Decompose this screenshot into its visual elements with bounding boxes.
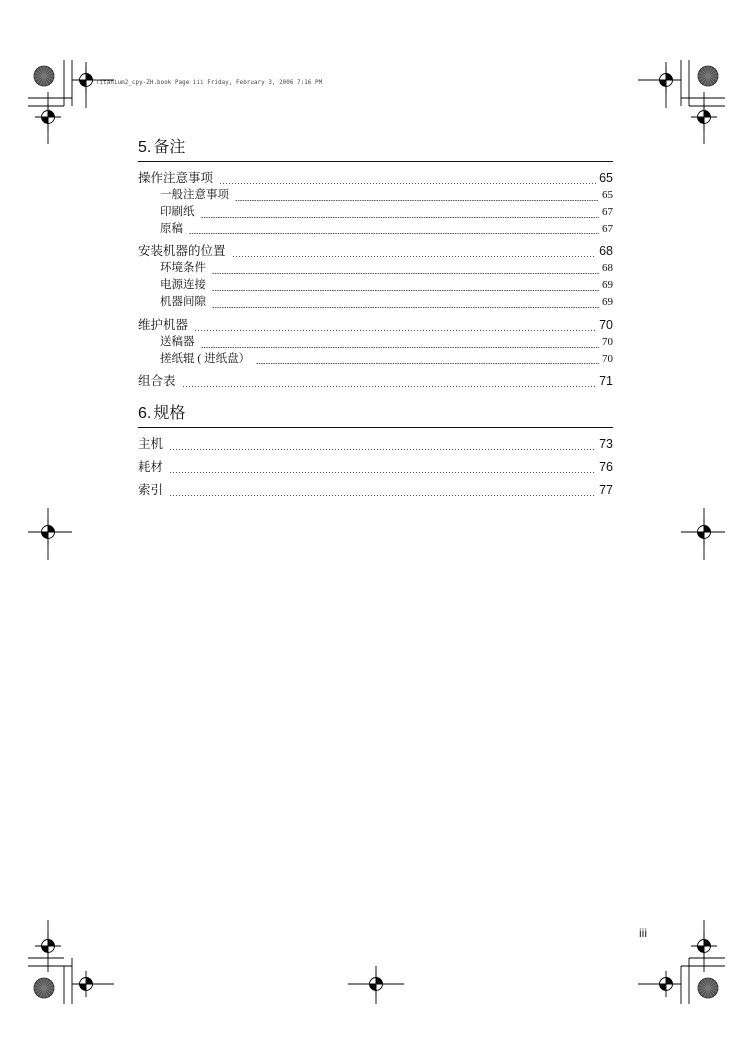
print-header: Titanium2_cpy-ZH.book Page iii Friday, February 3, 2006 7:16 PM [96, 80, 323, 86]
section-title: 规格 [153, 405, 186, 423]
toc-subentry[interactable] [138, 277, 613, 294]
toc-entry-page: 67 [602, 222, 613, 235]
toc-entry-page: 65 [602, 189, 613, 201]
toc-subentry[interactable] [138, 187, 613, 204]
toc-entry-label: 主机 [138, 437, 164, 452]
dot-leader [194, 330, 596, 331]
toc-entry[interactable] [138, 459, 613, 476]
section-6-heading [138, 404, 613, 428]
toc-entry-label: 原稿 [160, 222, 183, 235]
section-6-entries [138, 436, 613, 499]
toc-entry[interactable] [138, 317, 613, 334]
section-title: 备注 [153, 139, 186, 156]
toc-entry-page: 77 [599, 483, 613, 498]
toc-entry-label: 电源连接 [160, 279, 206, 292]
dot-leader [182, 386, 597, 387]
toc-entry-label: 送稿器 [160, 335, 195, 348]
toc-entry-page: 76 [599, 460, 613, 475]
dot-leader [219, 183, 596, 184]
toc-entry[interactable] [138, 436, 613, 453]
dot-leader [232, 256, 597, 257]
table-of-contents [138, 138, 613, 499]
page-number: iii [639, 926, 647, 940]
dot-leader [201, 217, 600, 218]
dot-leader [201, 347, 600, 348]
toc-entry-page: 73 [599, 437, 613, 452]
toc-subentry[interactable] [138, 204, 613, 221]
toc-entry-page: 68 [602, 262, 613, 275]
toc-subentry[interactable] [138, 334, 613, 351]
toc-entry[interactable] [138, 170, 613, 187]
dot-leader [235, 200, 599, 201]
toc-entry-label: 索引 [138, 483, 164, 498]
section-5-heading [138, 138, 613, 162]
toc-entry-page: 65 [599, 171, 613, 185]
dot-leader [212, 290, 599, 291]
dot-leader [256, 363, 599, 364]
toc-entry-label: 维护机器 [138, 317, 189, 332]
toc-entry-label: 印刷纸 [160, 205, 195, 218]
toc-entry-label: 环境条件 [160, 262, 206, 275]
toc-subentry[interactable] [138, 221, 613, 238]
toc-entry-label: 组合表 [138, 374, 176, 389]
dot-leader [169, 472, 596, 473]
toc-entry-label: 搓纸辊 ( 进纸盘） [160, 352, 251, 365]
section-number: 6. [138, 405, 152, 423]
toc-entry-page: 71 [599, 374, 613, 389]
toc-subentry[interactable] [138, 260, 613, 277]
toc-entry-page: 70 [599, 317, 613, 332]
section-number: 5. [138, 139, 152, 156]
section-5-entries [138, 170, 613, 390]
dot-leader [169, 495, 596, 496]
dot-leader [169, 449, 596, 450]
toc-entry[interactable] [138, 373, 613, 390]
toc-entry-label: 耗材 [138, 460, 164, 475]
toc-entry-label: 安装机器的位置 [138, 244, 226, 259]
toc-entry-page: 70 [602, 335, 613, 348]
toc-entry[interactable] [138, 482, 613, 499]
toc-subentry[interactable] [138, 351, 613, 368]
dot-leader [212, 273, 599, 274]
toc-entry-page: 69 [602, 295, 613, 308]
toc-entry-label: 操作注意事项 [138, 171, 214, 185]
toc-entry-page: 68 [599, 244, 613, 259]
toc-entry-page: 69 [602, 279, 613, 292]
toc-entry-label: 机器间隙 [160, 295, 206, 308]
toc-subentry[interactable] [138, 294, 613, 311]
toc-entry-page: 67 [602, 205, 613, 218]
toc-entry-label: 一般注意事项 [160, 189, 229, 201]
dot-leader [212, 307, 599, 308]
toc-entry[interactable] [138, 243, 613, 260]
toc-entry-page: 70 [602, 352, 613, 365]
dot-leader [189, 233, 599, 234]
